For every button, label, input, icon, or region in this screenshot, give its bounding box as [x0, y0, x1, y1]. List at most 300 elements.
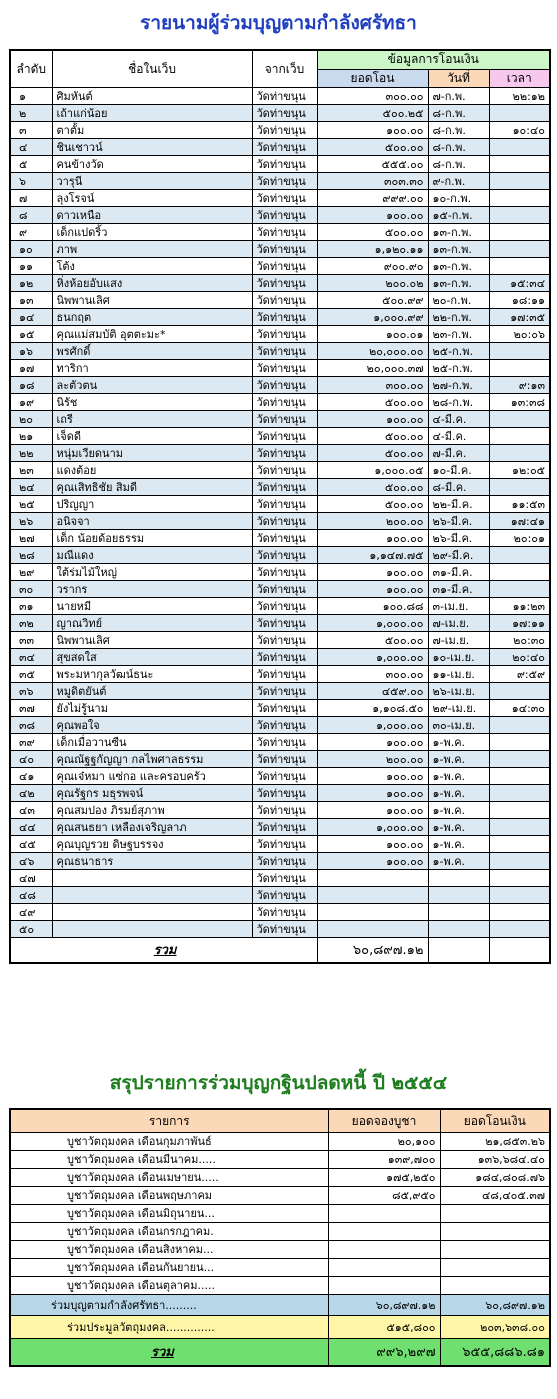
row-name: คุณเจ๋หมา แซ่กอ และครอบครัว — [52, 768, 252, 785]
row-date: ๒๘-ก.พ. — [428, 394, 489, 411]
row-name: ละตัวตน — [52, 377, 252, 394]
row-amount: ๑,๐๐๐.๐๕ — [317, 462, 428, 479]
row-no: ๔๐ — [10, 751, 52, 768]
total-time-cell — [489, 938, 550, 964]
summary-pledged: ๑๓๙,๗๐๐ — [328, 1151, 440, 1169]
row-no: ๔๙ — [10, 904, 52, 921]
row-date: ๑-พ.ค. — [428, 819, 489, 836]
row-no: ๒๐ — [10, 411, 52, 428]
table-row — [10, 343, 550, 360]
row-time: ๑๗:๓๕ — [489, 309, 550, 326]
row-date: ๔-มี.ค. — [428, 411, 489, 428]
row-no: ๑๒ — [10, 275, 52, 292]
table-row — [10, 615, 550, 632]
row-amount: ๑,๐๐๐.๐๐ — [317, 819, 428, 836]
row-from: วัดท่าขนุน — [252, 105, 317, 122]
row-amount: ๕๐๐.๐๐ — [317, 632, 428, 649]
row-name: ญาณวิทย์ — [52, 615, 252, 632]
row-time: ๙:๑๓ — [489, 377, 550, 394]
row-amount: ๕๐๐.๐๐ — [317, 224, 428, 241]
row-date: ๑๓-ก.พ. — [428, 241, 489, 258]
summary-followers-transferred: ๖๐,๘๙๗.๑๒ — [440, 1295, 550, 1316]
row-date: ๑-พ.ค. — [428, 836, 489, 853]
row-from: วัดท่าขนุน — [252, 751, 317, 768]
row-amount: ๑,๑๐๘.๕๐ — [317, 700, 428, 717]
row-amount: ๑๐๐.๐๐ — [317, 734, 428, 751]
row-name: นิพพานเลิศ — [52, 292, 252, 309]
table-row — [10, 411, 550, 428]
row-time — [489, 751, 550, 768]
row-name — [52, 870, 252, 887]
row-no: ๔๒ — [10, 785, 52, 802]
row-time — [489, 819, 550, 836]
row-amount: ๑๐๐.๘๘ — [317, 598, 428, 615]
row-time: ๑๑:๕๓ — [489, 496, 550, 513]
row-amount: ๑๐๐.๐๐ — [317, 122, 428, 139]
row-date: ๒๖-เม.ย. — [428, 683, 489, 700]
row-amount: ๙๙๙.๐๐ — [317, 190, 428, 207]
summary-total-pledged: ๙๙๖,๒๙๗ — [328, 1339, 440, 1367]
row-no: ๑๐ — [10, 241, 52, 258]
row-from: วัดท่าขนุน — [252, 683, 317, 700]
row-from: วัดท่าขนุน — [252, 785, 317, 802]
row-time: ๑๐:๔๐ — [489, 122, 550, 139]
row-from: วัดท่าขนุน — [252, 666, 317, 683]
row-time — [489, 785, 550, 802]
table-row — [10, 717, 550, 734]
header-no: ลำดับ — [10, 50, 52, 88]
row-from: วัดท่าขนุน — [252, 836, 317, 853]
row-date: ๑๑-เม.ย. — [428, 666, 489, 683]
row-time — [489, 156, 550, 173]
table-row — [10, 853, 550, 870]
summary-item: บูชาวัตถุมงคล เดือนกุมภาพันธ์ — [10, 1133, 328, 1151]
summary-transferred — [440, 1259, 550, 1277]
row-time — [489, 258, 550, 275]
row-from: วัดท่าขนุน — [252, 88, 317, 105]
row-from: วัดท่าขนุน — [252, 581, 317, 598]
row-amount: ๑๐๐.๐๐ — [317, 836, 428, 853]
summary-item: บูชาวัตถุมงคล เดือนมีนาคม..... — [10, 1151, 328, 1169]
table-row — [10, 190, 550, 207]
row-time — [489, 768, 550, 785]
row-name: คุณบุญรวย ดิษฐบรรจง — [52, 836, 252, 853]
row-date: ๒๖-มี.ค. — [428, 513, 489, 530]
row-from: วัดท่าขนุน — [252, 360, 317, 377]
row-amount: ๓๐๐.๐๐ — [317, 666, 428, 683]
row-name — [52, 887, 252, 904]
table-row — [10, 513, 550, 530]
summary-pledged — [328, 1277, 440, 1295]
row-date: ๑๕-ก.พ. — [428, 207, 489, 224]
table-row — [10, 700, 550, 717]
summary-amulets-item: ร่วมประมูลวัตถุมงคล.............. — [10, 1316, 328, 1339]
row-amount: ๑๐๐.๐๐ — [317, 581, 428, 598]
row-date: ๒๙-เม.ย. — [428, 700, 489, 717]
row-amount: ๕๐๐.๐๐ — [317, 445, 428, 462]
row-no: ๓๓ — [10, 632, 52, 649]
row-date: ๒๐-ก.พ. — [428, 292, 489, 309]
row-name: เถ้าแก่น้อย — [52, 105, 252, 122]
summary-transferred: ๑๘๔,๘๐๘.๗๖ — [440, 1169, 550, 1187]
row-date — [428, 870, 489, 887]
row-amount: ๑๐๐.๐๐ — [317, 530, 428, 547]
row-date: ๙-ก.พ. — [428, 173, 489, 190]
summary-amulets-row — [10, 1316, 550, 1339]
row-amount: ๑๐๐.๐๐ — [317, 564, 428, 581]
summary-item: บูชาวัตถุมงคล เดือนเมษายน..... — [10, 1169, 328, 1187]
row-amount — [317, 904, 428, 921]
row-name: คนข้างวัด — [52, 156, 252, 173]
row-date: ๓๑-มี.ค. — [428, 564, 489, 581]
row-date: ๘-มี.ค. — [428, 479, 489, 496]
row-time — [489, 734, 550, 751]
row-from: วัดท่าขนุน — [252, 275, 317, 292]
row-no: ๘ — [10, 207, 52, 224]
row-amount: ๑๐๐.๐๐ — [317, 207, 428, 224]
row-name: ทาริกา — [52, 360, 252, 377]
header-from: จากเว็บ — [252, 50, 317, 88]
row-no: ๕๐ — [10, 921, 52, 938]
row-time — [489, 445, 550, 462]
row-date: ๗-ก.พ. — [428, 88, 489, 105]
row-amount: ๑,๐๐๐.๐๐ — [317, 717, 428, 734]
summary-pledged — [328, 1259, 440, 1277]
total-amount: ๖๐,๘๙๗.๑๒ — [317, 938, 428, 964]
summary-followers-row — [10, 1295, 550, 1316]
row-amount: ๑๐๐.๐๐ — [317, 411, 428, 428]
row-no: ๔๘ — [10, 887, 52, 904]
row-no: ๕ — [10, 156, 52, 173]
row-time — [489, 224, 550, 241]
summary-transferred — [440, 1241, 550, 1259]
row-no: ๓๗ — [10, 700, 52, 717]
row-time — [489, 207, 550, 224]
summary-transferred — [440, 1205, 550, 1223]
summary-header-pledged: ยอดจองบูชา — [328, 1109, 440, 1133]
row-no: ๓๐ — [10, 581, 52, 598]
row-no: ๔๔ — [10, 819, 52, 836]
summary-row — [10, 1187, 550, 1205]
summary-pledged: ๑๗๕,๒๕๐ — [328, 1169, 440, 1187]
row-time: ๒๐:๔๐ — [489, 649, 550, 666]
row-no: ๑๑ — [10, 258, 52, 275]
header-name: ชื่อในเว็บ — [52, 50, 252, 88]
row-name: ชินเชาวน์ — [52, 139, 252, 156]
table-row — [10, 632, 550, 649]
row-date: ๒๒-มี.ค. — [428, 496, 489, 513]
row-amount — [317, 887, 428, 904]
row-name: คุณสนธยา เหลืองเจริญลาภ — [52, 819, 252, 836]
row-amount: ๑,๐๐๐.๐๐ — [317, 615, 428, 632]
table-row — [10, 751, 550, 768]
row-from: วัดท่าขนุน — [252, 887, 317, 904]
row-no: ๑๙ — [10, 394, 52, 411]
row-amount: ๑,๐๐๐.๙๙ — [317, 309, 428, 326]
row-no: ๗ — [10, 190, 52, 207]
row-from: วัดท่าขนุน — [252, 615, 317, 632]
row-date: ๗-เม.ย. — [428, 632, 489, 649]
row-date: ๓-เม.ย. — [428, 598, 489, 615]
summary-pledged: ๘๕,๙๕๐ — [328, 1187, 440, 1205]
row-from: วัดท่าขนุน — [252, 428, 317, 445]
summary-header-transferred: ยอดโอนเงิน — [440, 1109, 550, 1133]
row-amount — [317, 921, 428, 938]
row-no: ๔ — [10, 139, 52, 156]
row-no: ๒๖ — [10, 513, 52, 530]
row-no: ๒๙ — [10, 564, 52, 581]
row-amount: ๒๐,๐๐๐.๐๐ — [317, 343, 428, 360]
table-row — [10, 326, 550, 343]
table-row — [10, 734, 550, 751]
row-date: ๒๖-มี.ค. — [428, 530, 489, 547]
summary-amulets-pledged: ๕๑๕,๘๐๐ — [328, 1316, 440, 1339]
row-time — [489, 683, 550, 700]
table-row — [10, 564, 550, 581]
row-from: วัดท่าขนุน — [252, 768, 317, 785]
table-row — [10, 445, 550, 462]
row-name: ภาพ — [52, 241, 252, 258]
row-time — [489, 581, 550, 598]
row-no: ๔๖ — [10, 853, 52, 870]
row-from: วัดท่าขนุน — [252, 224, 317, 241]
row-from: วัดท่าขนุน — [252, 258, 317, 275]
row-date: ๘-ก.พ. — [428, 105, 489, 122]
table-row — [10, 224, 550, 241]
row-name: คุณธนาธาร — [52, 853, 252, 870]
summary-transferred: ๒๑,๘๕๓.๒๖ — [440, 1133, 550, 1151]
row-name: หมูดิตยันต์ — [52, 683, 252, 700]
row-name: ยังไม่รู้นาม — [52, 700, 252, 717]
row-no: ๓๒ — [10, 615, 52, 632]
table-row — [10, 88, 550, 105]
row-from: วัดท่าขนุน — [252, 445, 317, 462]
row-time — [489, 836, 550, 853]
table-row — [10, 394, 550, 411]
row-date: ๑-พ.ค. — [428, 785, 489, 802]
row-date: ๒๕-ก.พ. — [428, 360, 489, 377]
row-amount: ๕๐๐.๐๐ — [317, 496, 428, 513]
row-from: วัดท่าขนุน — [252, 513, 317, 530]
total-label: รวม — [10, 938, 317, 964]
row-name: เด็กแปดริ้ว — [52, 224, 252, 241]
row-time — [489, 241, 550, 258]
table-row — [10, 105, 550, 122]
total-date-cell — [428, 938, 489, 964]
row-date: ๑๓-ก.พ. — [428, 275, 489, 292]
row-date: ๔-มี.ค. — [428, 428, 489, 445]
table-row — [10, 887, 550, 904]
summary-row — [10, 1259, 550, 1277]
row-amount: ๕๐๐.๐๐ — [317, 394, 428, 411]
row-time — [489, 853, 550, 870]
summary-pledged: ๒๐,๑๐๐ — [328, 1133, 440, 1151]
row-date — [428, 887, 489, 904]
row-amount — [317, 870, 428, 887]
row-time — [489, 479, 550, 496]
summary-total-transferred: ๖๕๕,๘๘๖.๘๑ — [440, 1339, 550, 1367]
row-no: ๔๑ — [10, 768, 52, 785]
row-from: วัดท่าขนุน — [252, 479, 317, 496]
row-no: ๒๒ — [10, 445, 52, 462]
header-date: วันที่ — [428, 69, 489, 87]
row-amount: ๒๐๐.๐๒ — [317, 275, 428, 292]
summary-pledged — [328, 1223, 440, 1241]
row-date — [428, 921, 489, 938]
row-amount: ๒๐,๐๐๐.๓๗ — [317, 360, 428, 377]
row-from: วัดท่าขนุน — [252, 530, 317, 547]
summary-item: บูชาวัตถุมงคล เดือนสิงหาคม... — [10, 1241, 328, 1259]
row-name: แดงต้อย — [52, 462, 252, 479]
summary-item: บูชาวัตถุมงคล เดือนพฤษภาคม — [10, 1187, 328, 1205]
row-amount: ๕๐๐.๙๙ — [317, 292, 428, 309]
row-from: วัดท่าขนุน — [252, 343, 317, 360]
table-row — [10, 207, 550, 224]
summary-pledged — [328, 1205, 440, 1223]
row-from: วัดท่าขนุน — [252, 904, 317, 921]
table-row — [10, 139, 550, 156]
row-amount: ๑๐๐.๐๐ — [317, 802, 428, 819]
row-amount: ๑๐๐.๐๐ — [317, 853, 428, 870]
row-from: วัดท่าขนุน — [252, 564, 317, 581]
summary-transferred: ๑๓๖,๖๘๔.๔๐ — [440, 1151, 550, 1169]
row-from: วัดท่าขนุน — [252, 139, 317, 156]
row-name: โต้ง — [52, 258, 252, 275]
row-amount: ๑,๑๒๐.๑๑ — [317, 241, 428, 258]
row-from: วัดท่าขนุน — [252, 462, 317, 479]
row-no: ๑๔ — [10, 309, 52, 326]
table-row — [10, 870, 550, 887]
row-from: วัดท่าขนุน — [252, 241, 317, 258]
table-row — [10, 649, 550, 666]
summary-table — [9, 1108, 551, 1367]
total-row — [10, 938, 550, 964]
table-row — [10, 156, 550, 173]
table-row — [10, 785, 550, 802]
row-from: วัดท่าขนุน — [252, 734, 317, 751]
row-time: ๒๐:๓๐ — [489, 632, 550, 649]
row-from: วัดท่าขนุน — [252, 173, 317, 190]
table-row — [10, 530, 550, 547]
donor-rows — [10, 88, 550, 938]
row-time: ๙:๕๙ — [489, 666, 550, 683]
row-time: ๑๕:๓๔ — [489, 275, 550, 292]
summary-title: สรุปรายการร่วมบุญกฐินปลดหนี้ ปี ๒๕๕๔ — [109, 1072, 448, 1094]
row-no: ๒๗ — [10, 530, 52, 547]
summary-item: บูชาวัตถุมงคล เดือนกันยายน... — [10, 1259, 328, 1277]
row-no: ๑๕ — [10, 326, 52, 343]
header-amount: ยอดโอน — [317, 69, 428, 87]
row-time — [489, 411, 550, 428]
summary-total-row — [10, 1339, 550, 1367]
row-date: ๒๕-ก.พ. — [428, 343, 489, 360]
row-amount: ๕๐๐.๐๐ — [317, 428, 428, 445]
row-date: ๘-ก.พ. — [428, 122, 489, 139]
row-no: ๒๘ — [10, 547, 52, 564]
row-no: ๓๔ — [10, 649, 52, 666]
row-time — [489, 105, 550, 122]
row-name: คุณรัฐกร มธุรพจน์ — [52, 785, 252, 802]
table-row — [10, 462, 550, 479]
row-from: วัดท่าขนุน — [252, 819, 317, 836]
row-from: วัดท่าขนุน — [252, 921, 317, 938]
row-date: ๑-พ.ค. — [428, 751, 489, 768]
row-amount: ๓๐๐.๐๐ — [317, 377, 428, 394]
row-no: ๔๕ — [10, 836, 52, 853]
row-time: ๑๘:๑๑ — [489, 292, 550, 309]
row-from: วัดท่าขนุน — [252, 547, 317, 564]
row-from: วัดท่าขนุน — [252, 411, 317, 428]
row-no: ๒ — [10, 105, 52, 122]
row-name: หิ่งห้อยอับแสง — [52, 275, 252, 292]
row-name: สุขสดใส — [52, 649, 252, 666]
row-name: นิรัช — [52, 394, 252, 411]
row-amount: ๕๐๐.๐๐ — [317, 479, 428, 496]
row-name: หนุ่มเวียดนาม — [52, 445, 252, 462]
row-time — [489, 173, 550, 190]
row-no: ๔๓ — [10, 802, 52, 819]
row-name: พระมหากุลวัฒน์ธนะ — [52, 666, 252, 683]
table-row — [10, 292, 550, 309]
table-row — [10, 683, 550, 700]
row-no: ๑๗ — [10, 360, 52, 377]
row-name: วารุนี — [52, 173, 252, 190]
row-date: ๘-ก.พ. — [428, 139, 489, 156]
row-amount: ๓๐๓.๓๐ — [317, 173, 428, 190]
table-row — [10, 377, 550, 394]
summary-item: บูชาวัตถุมงคล เดือนกรกฎาคม. — [10, 1223, 328, 1241]
header-transfer-info: ข้อมูลการโอนเงิน — [317, 50, 550, 69]
row-no: ๙ — [10, 224, 52, 241]
row-name: นายหมี — [52, 598, 252, 615]
row-name: เด็ก น้อยด้อยธรรม — [52, 530, 252, 547]
row-time: ๑๗:๔๑ — [489, 513, 550, 530]
row-no: ๓๙ — [10, 734, 52, 751]
summary-row — [10, 1133, 550, 1151]
row-amount: ๑,๑๔๗.๗๕ — [317, 547, 428, 564]
row-time: ๒๐:๐๖ — [489, 326, 550, 343]
row-from: วัดท่าขนุน — [252, 190, 317, 207]
row-time — [489, 904, 550, 921]
row-amount: ๒๐๐.๐๐ — [317, 751, 428, 768]
row-name: ปริญญา — [52, 496, 252, 513]
row-time: ๑๑:๒๓ — [489, 598, 550, 615]
row-from: วัดท่าขนุน — [252, 122, 317, 139]
row-name: คุณณัฐฐกัญญา กลไพศาลธรรม — [52, 751, 252, 768]
row-date: ๓๑-มี.ค. — [428, 581, 489, 598]
row-no: ๓ — [10, 122, 52, 139]
row-from: วัดท่าขนุน — [252, 853, 317, 870]
row-from: วัดท่าขนุน — [252, 717, 317, 734]
row-from: วัดท่าขนุน — [252, 496, 317, 513]
table-row — [10, 428, 550, 445]
table-row — [10, 258, 550, 275]
table-row — [10, 904, 550, 921]
table-row — [10, 921, 550, 938]
row-date: ๘-ก.พ. — [428, 156, 489, 173]
table-row — [10, 479, 550, 496]
row-from: วัดท่าขนุน — [252, 156, 317, 173]
row-time: ๒๐:๐๑ — [489, 530, 550, 547]
row-no: ๒๓ — [10, 462, 52, 479]
summary-header-item: รายการ — [10, 1109, 328, 1133]
row-amount: ๔๕๙.๐๐ — [317, 683, 428, 700]
row-amount: ๑๐๐.๐๑ — [317, 326, 428, 343]
row-from: วัดท่าขนุน — [252, 870, 317, 887]
row-date: ๓๐-เม.ย. — [428, 717, 489, 734]
row-name: คุณพอใจ — [52, 717, 252, 734]
row-date: ๑๐-เม.ย. — [428, 649, 489, 666]
